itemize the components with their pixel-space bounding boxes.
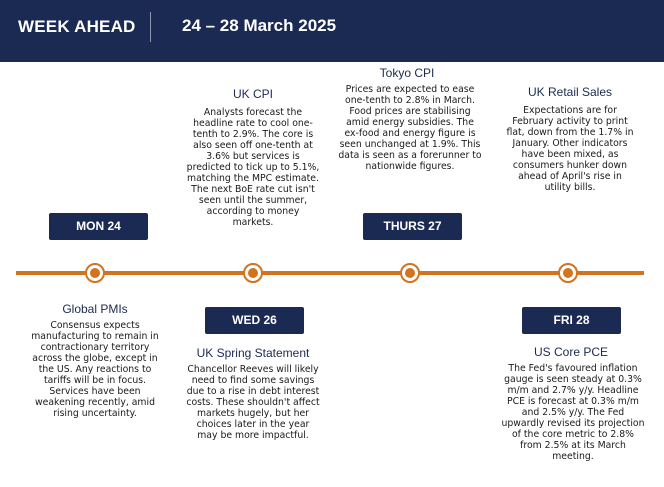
timeline-marker-fri [558, 263, 578, 283]
timeline-marker-tue [243, 263, 263, 283]
event-title-tokyo-cpi: Tokyo CPI [379, 66, 435, 80]
day-badge-thurs: THURS 27 [363, 213, 462, 240]
event-title-us-core-pce: US Core PCE [533, 345, 609, 359]
event-title-uk-cpi: UK CPI [232, 87, 273, 101]
day-badge-fri: FRI 28 [522, 307, 621, 334]
event-text-us-core-pce: The Fed's favoured inflation gauge is seen steady at 0.3% m/m and 2.7% y/y. Headline PCE is forecast at 0.3% m/m and 2.5% y/y. The Fed upwardly revised its projection of the core metric to 2.8% from 2.5% at its March meeting. [501, 363, 645, 462]
date-range: 24 – 28 March 2025 [182, 16, 337, 35]
day-badge-wed: WED 26 [205, 307, 304, 334]
event-text-uk-cpi: Analysts forecast the headline rate to cool one-tenth to 2.9%. The core is also seen off one-tenth at 3.6% but services is predicted to tick up to 5.1%, matching the MPC estimate. The next BoE rate cut isn't seen until the summer, according to money markets. [186, 107, 320, 228]
event-text-uk-spring-statement: Chancellor Reeves will likely need to find some savings due to a rise in debt interest costs. These shouldn't affect markets hugely, but her choices later in the year may be more impactful. [186, 364, 320, 441]
event-text-uk-retail-sales: Expectations are for February activity to print flat, down from the 1.7% in January. Other indicators have been mixed, as consumers hunker down ahead of April's rise in utility bills. [506, 105, 634, 193]
event-title-global-pmis: Global PMIs [62, 302, 128, 316]
header-divider [150, 12, 151, 42]
page-title: WEEK AHEAD [18, 17, 136, 36]
timeline-marker-wed-thu [400, 263, 420, 283]
event-title-uk-spring-statement: UK Spring Statement [196, 346, 310, 360]
timeline-marker-mon [85, 263, 105, 283]
timeline-line [16, 271, 644, 275]
header-bar [0, 0, 664, 62]
event-text-tokyo-cpi: Prices are expected to ease one-tenth to 2.8% in March. Food prices are stabilising amid energy subsidies. The ex-food and energy figure is seen unchanged at 1.9%. This data is seen as a forerunner to nationwide figures. [338, 84, 482, 172]
day-badge-mon: MON 24 [49, 213, 148, 240]
event-text-global-pmis: Consensus expects manufacturing to remain in contractionary territory across the globe, except in the US. Any reactions to tariffs will be in focus. Services have been weakening recently, amid rising uncertainty. [31, 320, 159, 419]
event-title-uk-retail-sales: UK Retail Sales [527, 85, 613, 99]
